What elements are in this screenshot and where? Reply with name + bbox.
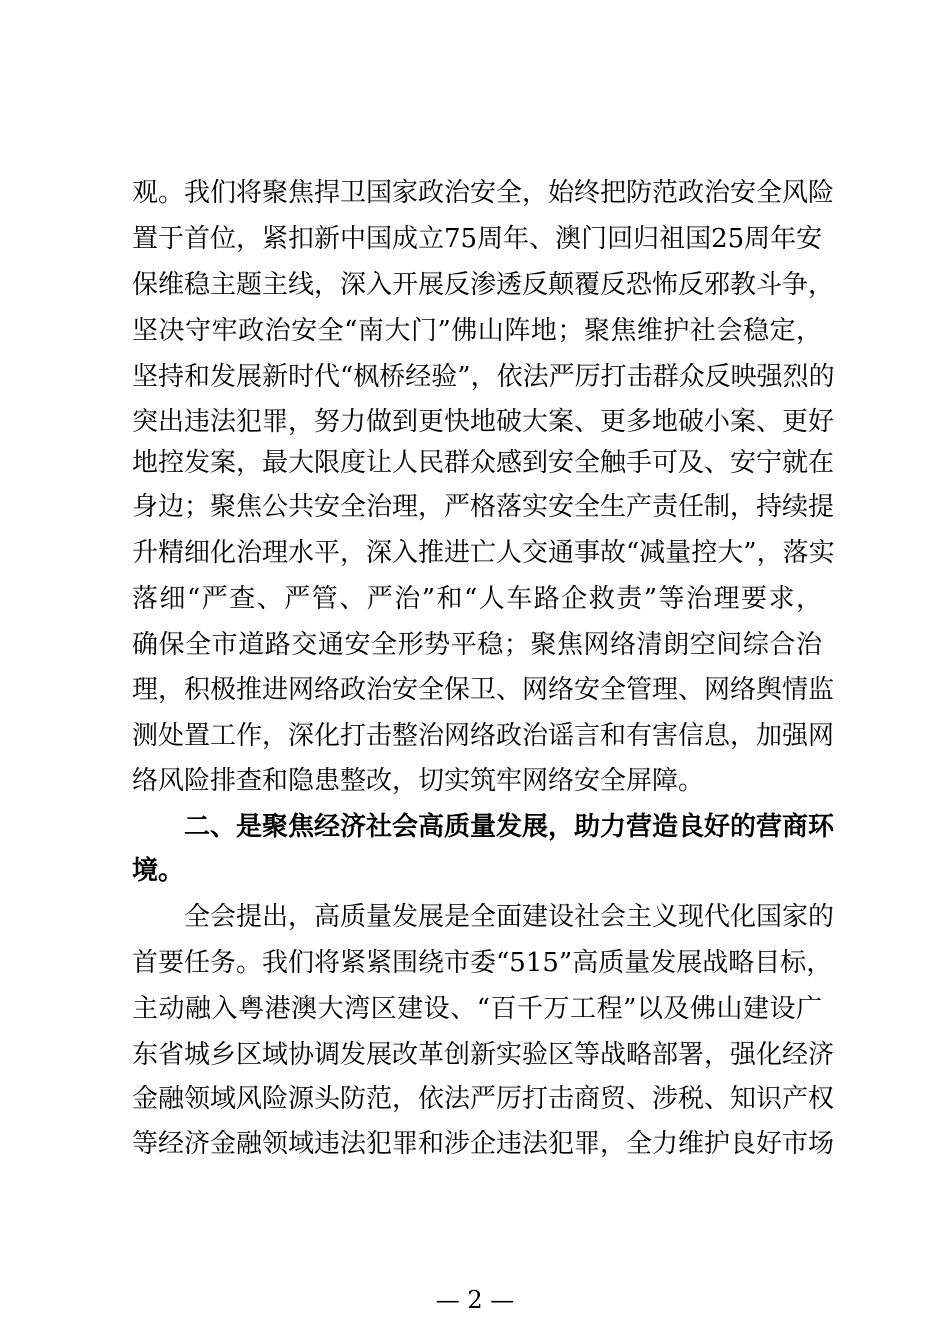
body-text-line: 金融领域风险源头防范，依法严厉打击商贸、涉税、知识产权 (132, 1084, 835, 1114)
body-text-line: 等经济金融领域违法犯罪和涉企违法犯罪，全力维护良好市场 (132, 1129, 835, 1159)
body-text-line: 身边；聚焦公共安全治理，严格落实安全生产责任制，持续提 (132, 492, 835, 522)
body-text-line: 坚持和发展新时代“枫桥经验”，依法严厉打击群众反映强烈的 (132, 362, 835, 392)
body-text-line: 地控发案，最大限度让人民群众感到安全触手可及、安宁就在 (132, 448, 835, 478)
page-number: — 2 — (435, 1286, 515, 1314)
body-text-line: 理，积极推进网络政治安全保卫、网络安全管理、网络舆情监 (132, 675, 835, 705)
body-text-line: 测处置工作，深化打击整治网络政治谣言和有害信息，加强网 (132, 721, 835, 751)
body-text-line: 突出违法犯罪，努力做到更快地破大案、更多地破小案、更好 (132, 407, 835, 437)
body-text-line: 确保全市道路交通安全形势平稳；聚焦网络清朗空间综合治 (132, 630, 822, 660)
body-text-line: 坚决守牢政治安全“南大门”佛山阵地；聚焦维护社会稳定， (132, 316, 822, 346)
body-text-line: 全会提出，高质量发展是全面建设社会主义现代化国家的 (184, 902, 835, 932)
body-text-line: 观。我们将聚焦捍卫国家政治安全，始终把防范政治安全风险 (132, 178, 835, 208)
body-text-line: 主动融入粤港澳大湾区建设、“百千万工程”以及佛山建设广 (132, 994, 822, 1024)
body-text-line: 东省城乡区域协调发展改革创新实验区等战略部署，强化经济 (132, 1040, 835, 1070)
section-heading: 二、是聚焦经济社会高质量发展，助力营造良好的营商环 (184, 812, 835, 842)
body-text-line: 保维稳主题主线，深入开展反渗透反颠覆反恐怖反邪教斗争， (132, 270, 835, 300)
body-text-line: 置于首位，紧扣新中国成立75周年、澳门回归祖国25周年安 (132, 224, 823, 254)
body-text-line: 络风险排查和隐患整改，切实筑牢网络安全屏障。 (132, 766, 705, 796)
body-text-line: 首要任务。我们将紧紧围绕市委“515”高质量发展战略目标， (132, 948, 833, 978)
body-text-line: 落细“严查、严管、严治”和“人车路企救责”等治理要求， (132, 584, 822, 614)
body-text-line: 升精细化治理水平，深入推进亡人交通事故“减量控大”，落实 (132, 538, 835, 568)
section-heading: 境。 (132, 856, 185, 886)
